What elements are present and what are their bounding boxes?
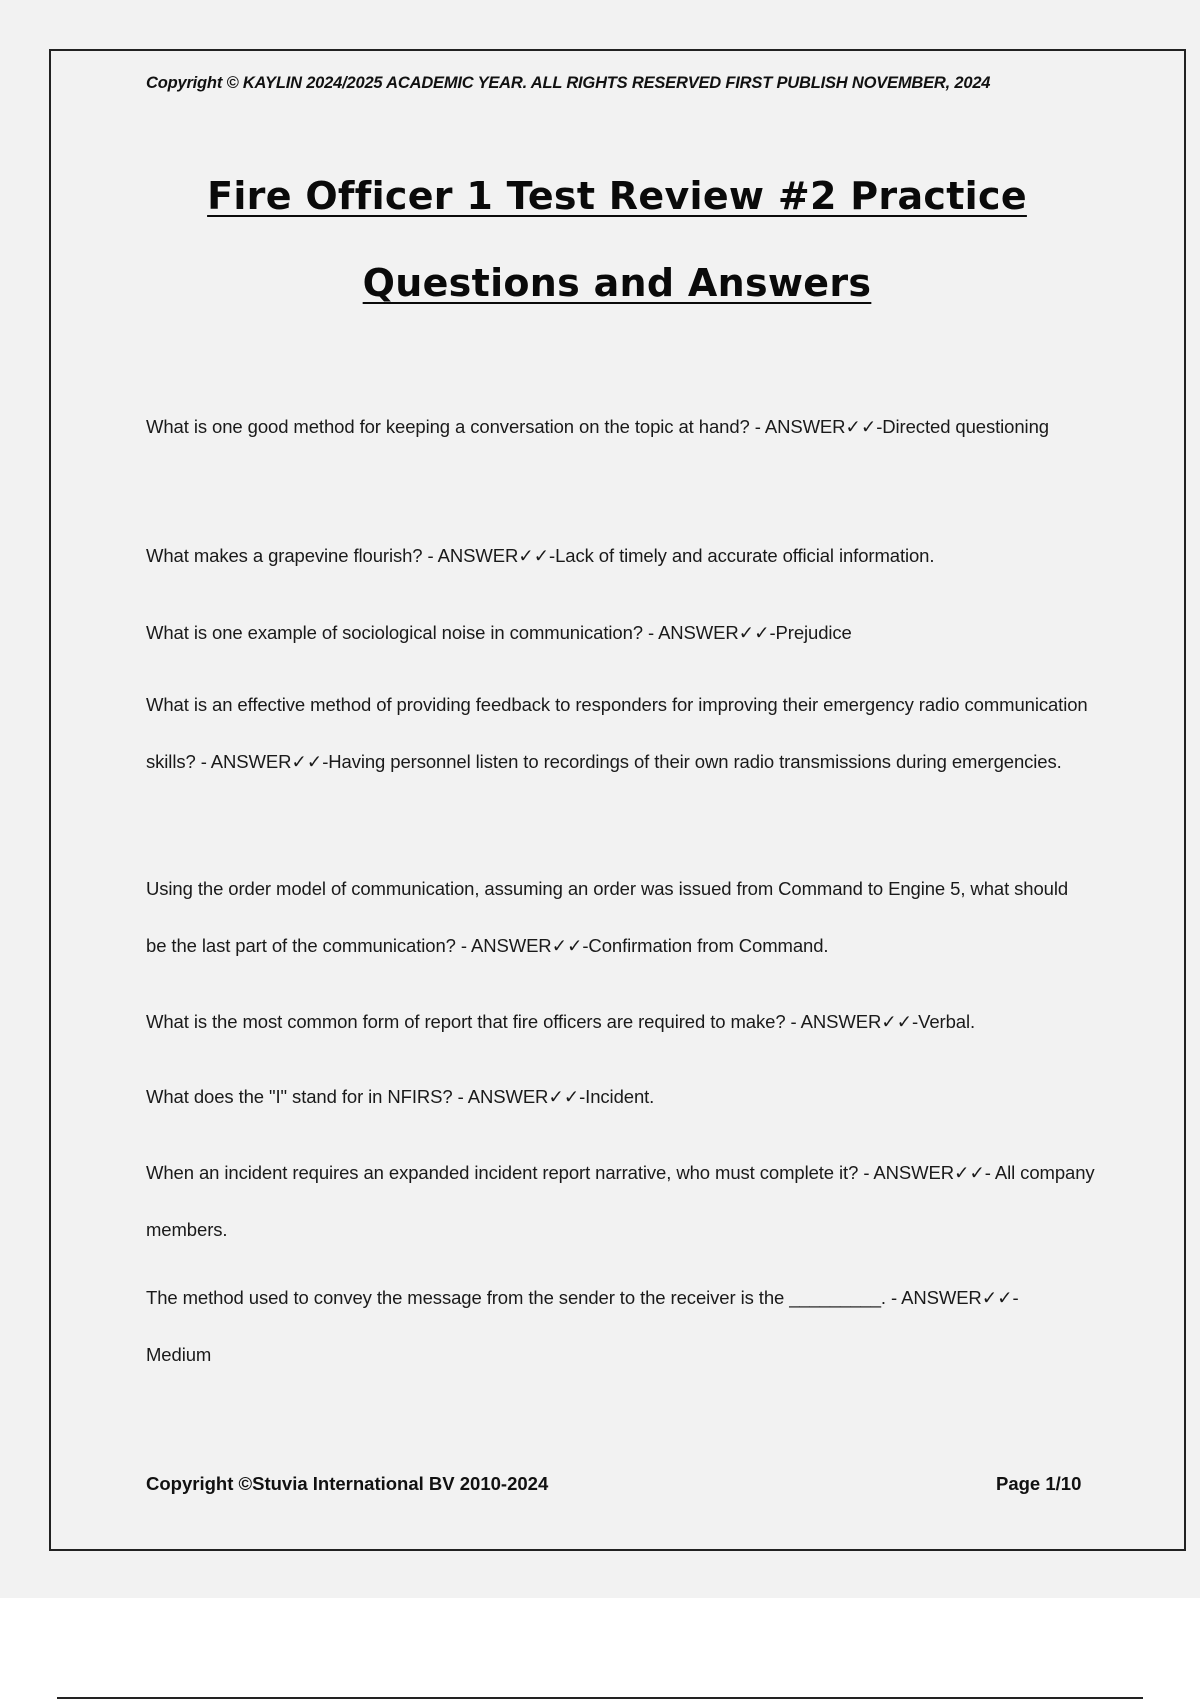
document-title-line-2: Questions and Answers [362, 261, 872, 305]
footer-copyright: Copyright ©Stuvia International BV 2010-2024 [146, 1473, 549, 1494]
qa-item-5: Using the order model of communication, assuming an order was issued from Command to Engine 5, what should be the last part of the communication? - ANSWER✓✓-Confirmation from Command. [146, 878, 1069, 956]
qa-item-1: What is one good method for keeping a conversation on the topic at hand? - ANSWER✓✓-Directed questioning [146, 416, 1049, 437]
qa-item-3: What is one example of sociological noise in communication? - ANSWER✓✓-Prejudice [146, 622, 852, 643]
page-number: Page 1/10 [996, 1473, 1082, 1494]
qa-item-7: What does the "I" stand for in NFIRS? - ANSWER✓✓-Incident. [146, 1086, 655, 1107]
document-title-line-1: Fire Officer 1 Test Review #2 Practice [207, 174, 1027, 218]
qa-item-8: When an incident requires an expanded incident report narrative, who must complete it? - ANSWER✓✓- All company members. [146, 1162, 1095, 1240]
qa-item-4: What is an effective method of providing feedback to responders for improving their emergency radio communication skills? - ANSWER✓✓-Having personnel listen to recordings of their own radio transmissions during emergencies. [146, 694, 1088, 772]
qa-item-2: What makes a grapevine flourish? - ANSWER✓✓-Lack of timely and accurate official information. [146, 545, 935, 566]
qa-item-6: What is the most common form of report that fire officers are required to make? - ANSWER✓✓-Verbal. [146, 1011, 975, 1032]
next-page-rule [57, 1697, 1143, 1699]
header-copyright: Copyright © KAYLIN 2024/2025 ACADEMIC YEAR. ALL RIGHTS RESERVED FIRST PUBLISH NOVEMBER, 2024 [146, 74, 991, 92]
qa-item-9: The method used to convey the message from the sender to the receiver is the _________. - ANSWER✓✓-Medium [146, 1287, 1019, 1365]
